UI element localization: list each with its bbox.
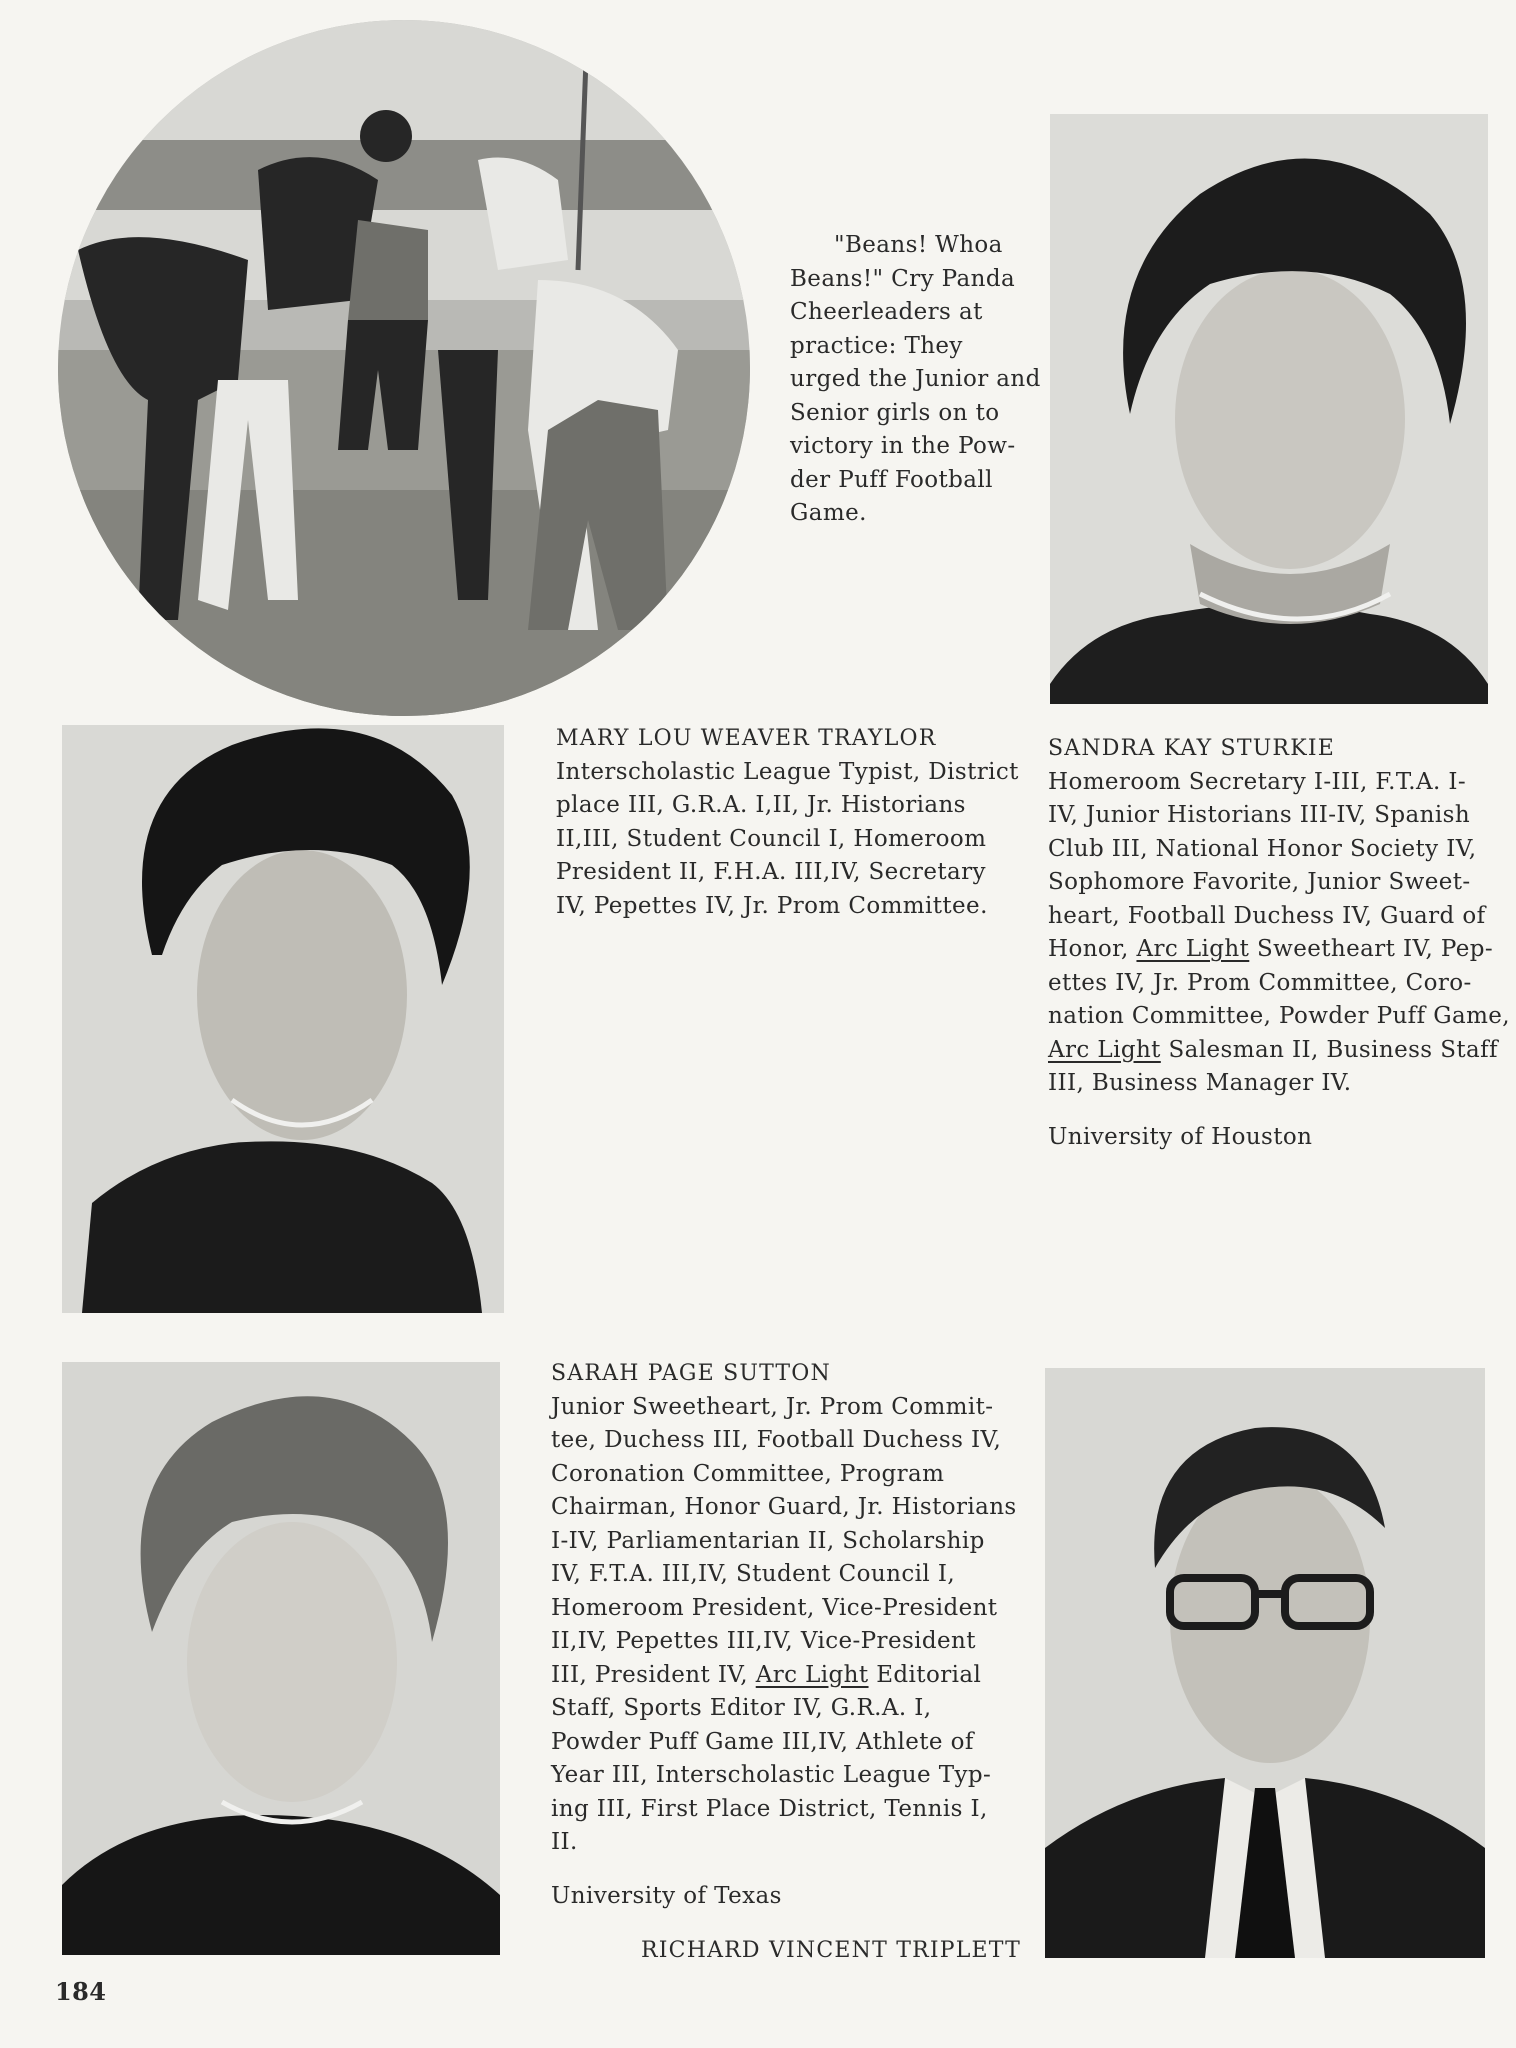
bio-line: ing III, First Place District, Tennis I, [551, 1795, 988, 1822]
student-name: SARAH PAGE SUTTON [551, 1361, 831, 1386]
bio-line: Homeroom Secretary I-III, F.T.A. I- [1048, 768, 1467, 795]
bio-line: tee, Duchess III, Football Duchess IV, [551, 1427, 1002, 1453]
arc-light-title: Arc Light [755, 1661, 869, 1688]
bio-line: III, Business Manager IV. [1048, 1070, 1352, 1096]
bio-text: Salesman II, Business Staff [1160, 1036, 1498, 1063]
bio-text: Honor, [1048, 936, 1137, 962]
bio-line: Year III, Interscholastic League Typ- [551, 1762, 992, 1788]
bio-traylor [556, 722, 1019, 923]
bio-line: President II, F.H.A. III,IV, Secretary [556, 859, 986, 885]
bio-sturkie [1048, 732, 1510, 1154]
caption-line: Beans!" Cry Panda [790, 265, 1016, 292]
bio-line: II. [551, 1829, 578, 1855]
bio-line: ettes IV, Jr. Prom Committee, Coro- [1048, 969, 1472, 996]
bio-line: IV, F.T.A. III,IV, Student Council I, [551, 1561, 956, 1587]
caption-line: Cheerleaders at [790, 299, 983, 325]
portrait-sturkie [1050, 114, 1488, 704]
bio-line [1048, 1034, 1510, 1068]
bio-text: III, President IV, [551, 1661, 756, 1688]
bio-line: Sophomore Favorite, Junior Sweet- [1048, 869, 1471, 895]
bio-line: nation Committee, Powder Puff Game, [1048, 1003, 1511, 1029]
caption-line: practice: They [790, 332, 963, 359]
caption-triplett [641, 1934, 1021, 1968]
arc-light-title: Arc Light [1136, 936, 1250, 962]
bio-line: II,III, Student Council I, Homeroom [556, 825, 987, 852]
caption-line: urged the Junior and [790, 366, 1041, 392]
bio-line: place III, G.R.A. I,II, Jr. Historians [556, 792, 966, 818]
caption-line: Game. [790, 500, 867, 526]
bio-line [551, 1659, 1017, 1693]
student-name: MARY LOU WEAVER TRAYLOR [556, 726, 937, 751]
bio-text: Sweetheart IV, Pep- [1249, 936, 1494, 962]
portrait-triplett [1045, 1368, 1485, 1958]
caption-line: der Puff Football [790, 466, 993, 493]
bio-sutton [551, 1357, 1017, 1913]
portrait-traylor [62, 725, 504, 1313]
bio-line: Junior Sweetheart, Jr. Prom Commit- [551, 1393, 994, 1420]
bio-line: IV, Junior Historians III-IV, Spanish [1048, 802, 1471, 828]
caption-line: victory in the Pow- [790, 433, 1016, 459]
college: University of Texas [551, 1882, 782, 1909]
student-name: RICHARD VINCENT TRIPLETT [641, 1938, 1021, 1963]
bio-line: IV, Pepettes IV, Jr. Prom Committee. [556, 892, 988, 919]
college: University of Houston [1048, 1123, 1313, 1150]
photo-caption [790, 229, 1041, 531]
bio-line [1048, 933, 1510, 967]
bio-line: Coronation Committee, Program [551, 1460, 945, 1487]
student-name: SANDRA KAY STURKIE [1048, 736, 1335, 761]
portrait-sutton [62, 1362, 500, 1955]
bio-line: Interscholastic League Typist, District [556, 758, 1019, 785]
page-number: 184 [55, 1977, 107, 2006]
bio-line: Powder Puff Game III,IV, Athlete of [551, 1728, 974, 1755]
caption-line: Senior girls on to [790, 399, 1000, 426]
bio-line: I-IV, Parliamentarian II, Scholarship [551, 1527, 985, 1554]
cheerleaders-photo [58, 20, 750, 716]
bio-line: heart, Football Duchess IV, Guard of [1048, 902, 1486, 929]
bio-line: Staff, Sports Editor IV, G.R.A. I, [551, 1695, 932, 1721]
bio-line: Homeroom President, Vice-President [551, 1594, 998, 1621]
caption-line: "Beans! Whoa [834, 232, 1003, 258]
arc-light-title: Arc Light [1048, 1036, 1161, 1063]
bio-text: Editorial [868, 1661, 982, 1688]
bio-line: Chairman, Honor Guard, Jr. Historians [551, 1494, 1017, 1520]
bio-line: Club III, National Honor Society IV, [1048, 835, 1477, 862]
bio-line: II,IV, Pepettes III,IV, Vice-President [551, 1628, 976, 1654]
